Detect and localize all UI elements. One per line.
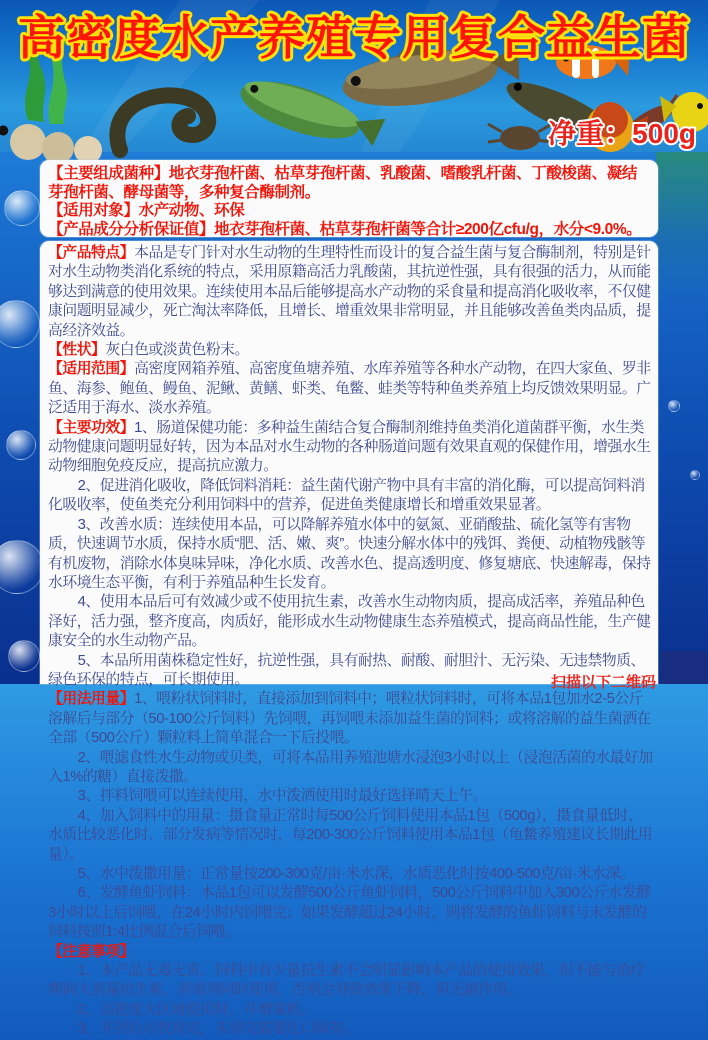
- paragraph: [48, 341, 653, 360]
- usage-item: 2、喂滤食性水生动物或贝类，可将本品用养殖池塘水浸泡3小时以上（浸泡活菌的水最好加入1%的糖）直接泼撒。: [48, 749, 653, 785]
- effect-item: 4、使用本品后可有效减少或不使用抗生素，改善水生动物肉质，提高成活率，养殖品种色泽好，活力强，整齐度高，肉质好，能形成水生动物健康生态养殖模式，提高商品性能，生产健康安全的水生动物产品。: [48, 594, 651, 650]
- qr-scan-hint: 扫描以下二维码: [550, 674, 656, 691]
- section-text: 灰白色或淡黄色粉末。: [105, 342, 249, 359]
- section-product-features: [48, 244, 653, 341]
- section-label: 【注意事项】: [48, 943, 135, 960]
- section-text: 1、肠道保健功能：多种益生菌结合复合酶制剂维持鱼类消化道菌群平衡，水生类动物健康问题明显好转，因为本品对水生动物的各种肠道问题有效果直观的保健作用，增强水生动物细胞免疫反应，提高抗应激力。: [48, 419, 651, 475]
- precaution-item: 3、开封后尽快用完，未用完需要扎口保存。: [77, 1021, 358, 1038]
- banner: [0, 0, 708, 152]
- section-label: 【性状】: [48, 342, 106, 359]
- usage-item: 5、水中泼撒用量：正常量按200-300克/亩·米水深，水质恶化时按400-500克/亩·米水深。: [77, 866, 635, 882]
- text-guaranteed-analysis: 地衣芽孢杆菌、枯草芽孢杆菌等合计≥200亿cfu/g，水分<9.0%。: [214, 220, 642, 238]
- coral-icon: [10, 124, 102, 164]
- usage-item: 3、拌料饲喂可以连续使用，水中泼洒使用时最好选择晴天上午。: [77, 788, 488, 805]
- paragraph: [48, 419, 653, 477]
- section-precautions: [48, 943, 653, 1040]
- section-label: 【主要功效】: [48, 419, 135, 436]
- text-main-strains: 地衣芽孢杆菌、枯草芽孢杆菌、乳酸菌、嗜酸乳杆菌、丁酸梭菌、凝结芽孢杆菌、酵母菌等，多种复合酶制剂。: [48, 165, 637, 201]
- bubble-icon: [4, 190, 40, 226]
- effect-item: 3、改善水质：连续使用本品，可以降解养殖水体中的氨氮、亚硝酸盐、硫化氢等有害物质，快速调节水质，保持水质“肥、活、嫩、爽”。快速分解水体中的残饵、粪便、动植物残骸等有机废物，消除水体臭味异味，净化水质、改善水色、提高透明度、修复塘底、快速解毒，保持水环境生态平衡，有利于养殖品种生长发育。: [48, 516, 651, 591]
- precaution-item: 2、高密度大区域使用时，开增氧机。: [77, 1001, 315, 1018]
- section-label: 【适用范围】: [48, 361, 135, 378]
- net-weight-wrap: [482, 114, 702, 152]
- effect-item: 2、促进消化吸收，降低饲料消耗：益生菌代谢产物中具有丰富的消化酶，可以提高饲料消化吸收率，使鱼类充分利用饲料中的营养，促进鱼类健康增长和增重效果显著。: [48, 477, 645, 514]
- section-scope: [48, 360, 653, 418]
- effect-item: 5、本品所用菌株稳定性好，抗逆性强，具有耐热、耐酸、耐胆汁、无污染、无违禁物质、绿色环保的特点，可长期使用。: [48, 652, 645, 688]
- panel-composition: [40, 160, 658, 237]
- section-appearance: [48, 341, 653, 360]
- right-plants-decoration: [656, 152, 708, 302]
- label-main-strains: 【主要组成菌种】: [48, 165, 169, 182]
- section-main-effects: [48, 419, 653, 691]
- bubble-icon: [6, 430, 36, 460]
- target-line: [48, 202, 650, 221]
- bubble-icon: [0, 540, 44, 594]
- panel-details: [40, 241, 658, 1038]
- precaution-item: 1、本产品无毒无害，饲料中有少量抗生素不会明显影响本产品的使用效果，但不能与治疗期间大剂量抗生素、消毒剂同时使用，否则会导致效果下降，但无副作用。: [48, 963, 645, 999]
- section-usage-dosage: [48, 690, 653, 942]
- paragraph: [48, 943, 653, 962]
- label-guaranteed-analysis: 【产品成分分析保证值】: [48, 220, 215, 238]
- section-text: 高密度网箱养殖、高密度鱼塘养殖、水库养殖等各种水产动物，在四大家鱼、罗非鱼、海参、鲍鱼、鳗鱼、泥鳅、黄鳝、虾类、龟鳖、蛙类等特种鱼类养殖上均反馈效果明显。广泛适用于海水、淡水养殖。: [48, 361, 651, 417]
- bubble-icon: [668, 400, 680, 412]
- composition-line: [48, 165, 650, 202]
- usage-item: 4、加入饲料中的用量：摄食量正常时每500公斤饲料使用本品1包（500g），摄食量低时、水质比较恶化时、部分发病等情况时，每200-300公斤饲料使用本品1包（龟鳖养殖建议长期此用量）。: [48, 807, 653, 863]
- net-weight-label: 净重：500g: [548, 118, 696, 149]
- paragraph: [48, 244, 653, 341]
- title-wrap: [0, 4, 708, 70]
- paragraph: [48, 360, 653, 418]
- section-label: 【产品特点】: [48, 245, 135, 261]
- usage-item: 6、发酵鱼虾饲料：本品1包可以发酵500公斤鱼虾饲料，500公斤饲料中加入300公斤水发酵3小时以上后饲喂，在24小时内饲喂完；如果发酵超过24小时，则将发酵的鱼虾饲料与未发酵的饲料按照1:4比例混合后饲喂。: [48, 885, 651, 941]
- guarantee-line: [48, 221, 650, 240]
- page-title: 高密度水产养殖专用复合益生菌: [18, 11, 690, 64]
- paragraph: [48, 690, 653, 748]
- bubble-icon: [0, 300, 40, 348]
- label-applicable-objects: 【适用对象】: [48, 202, 139, 219]
- section-text: 本品是专门针对水生动物的生理特性而设计的复合益生菌与复合酶制剂，特别是针对水生动物类消化系统的特点，采用原籍高活力乳酸菌，其抗逆性强，具有很强的活力，从而能够达到满意的使用效果。连续使用本品后能够提高水产动物的采食量和提高消化吸收率，不仅健康问题明显减少，死亡淘汰率降低，且增长、增重效果非常明显，并且能够改善鱼类肉品质，提高经济效益。: [48, 245, 651, 339]
- bubble-icon: [690, 470, 700, 480]
- text-applicable-objects: 水产动物、环保: [138, 202, 245, 219]
- section-text: 1、喂粉状饲料时，直接添加到饲料中；喂粒状饲料时，可将本品1包加水2-5公斤溶解后与部分（50-100公斤饲料）先饲喂，再饲喂未添加益生菌的饲料；或将溶解的益生菌洒在全部（500公斤）颗粒料上简单混合一下后投喂。: [48, 691, 651, 747]
- section-label: 【用法用量】: [48, 691, 135, 708]
- bubble-icon: [8, 640, 40, 672]
- qr-corner-box: [661, 651, 708, 684]
